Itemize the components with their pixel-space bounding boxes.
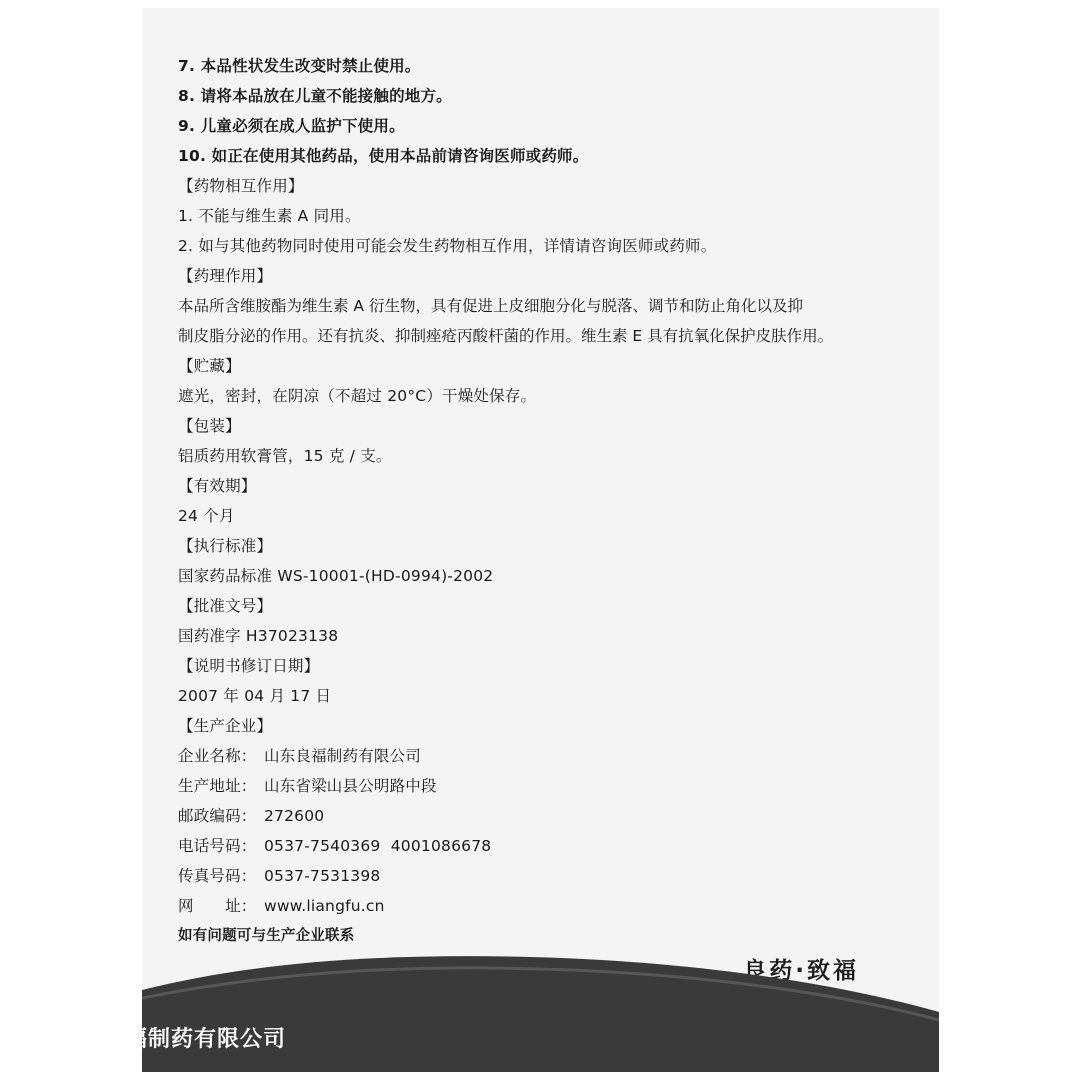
company-name-label: 企业名称：: [178, 747, 257, 765]
pharmacology-line-1: 本品所含维胺酯为维生素 A 衍生物，具有促进上皮细胞分化与脱落、调节和防止角化以及抑: [178, 297, 803, 315]
website-label: 网 址：: [178, 897, 257, 915]
storage-text: 遮光，密封，在阴凉（不超过 20°C）干燥处保存。: [178, 387, 537, 405]
revision-text: 2007 年 04 月 17 日: [178, 687, 332, 705]
validity-heading: 【有效期】: [178, 477, 257, 495]
company-banner: 山东良福制药有限公司: [56, 1027, 287, 1052]
storage-heading: 【贮藏】: [178, 357, 241, 375]
phone-row: [178, 831, 928, 861]
address-value: 山东省梁山县公明路中段: [264, 777, 437, 795]
pharmacology-heading: 【药理作用】: [178, 267, 273, 285]
leaflet-text: [178, 51, 928, 951]
warning-8: 8. 请将本品放在儿童不能接触的地方。: [178, 87, 452, 105]
revision-heading: 【说明书修订日期】: [178, 657, 320, 675]
company-name-row: [178, 741, 928, 771]
slogan-chinese: 良药·致福: [743, 958, 859, 984]
approval-text: 国药准字 H37023138: [178, 627, 339, 645]
phone-value: 0537-7540369 4001086678: [264, 837, 492, 855]
warning-10: 10. 如正在使用其他药品，使用本品前请咨询医师或药师。: [178, 147, 589, 165]
postcode-value: 272600: [264, 807, 325, 825]
manufacturer-heading: 【生产企业】: [178, 717, 273, 735]
wave-shape: [142, 956, 939, 1072]
pharmacology-line-2: 制皮脂分泌的作用。还有抗炎、抑制痤疮丙酸杆菌的作用。维生素 E 具有抗氧化保护皮肤作用。: [178, 327, 834, 345]
standard-heading: 【执行标准】: [178, 537, 273, 555]
website-value: www.liangfu.cn: [264, 897, 385, 915]
pharmacology-text: [178, 291, 928, 351]
standard-text: 国家药品标准 WS-10001-(HD-0994)-2002: [178, 567, 494, 585]
phone-label: 电话号码：: [178, 837, 257, 855]
warning-7: 7. 本品性状发生改变时禁止使用。: [178, 57, 421, 75]
contact-note: 如有问题可与生产企业联系: [178, 928, 355, 944]
address-row: [178, 771, 928, 801]
website-row: [178, 891, 928, 921]
company-name-value: 山东良福制药有限公司: [264, 747, 422, 765]
fax-label: 传真号码：: [178, 867, 257, 885]
postcode-label: 邮政编码：: [178, 807, 257, 825]
fax-row: [178, 861, 928, 891]
interactions-heading: 【药物相互作用】: [178, 177, 304, 195]
packaging-text: 铝质药用软膏管，15 克 / 支。: [178, 447, 392, 465]
warning-9: 9. 儿童必须在成人监护下使用。: [178, 117, 405, 135]
leaflet-sheet: [142, 8, 939, 1072]
dark-wave-band: [142, 952, 939, 1072]
packaging-heading: 【包装】: [178, 417, 241, 435]
interaction-item-2: 2. 如与其他药物同时使用可能会发生药物相互作用，详情请咨询医师或药师。: [178, 237, 717, 255]
postcode-row: [178, 801, 928, 831]
validity-text: 24 个月: [178, 507, 235, 525]
fax-value: 0537-7531398: [264, 867, 381, 885]
address-label: 生产地址：: [178, 777, 257, 795]
approval-heading: 【批准文号】: [178, 597, 273, 615]
interaction-item-1: 1. 不能与维生素 A 同用。: [178, 207, 361, 225]
